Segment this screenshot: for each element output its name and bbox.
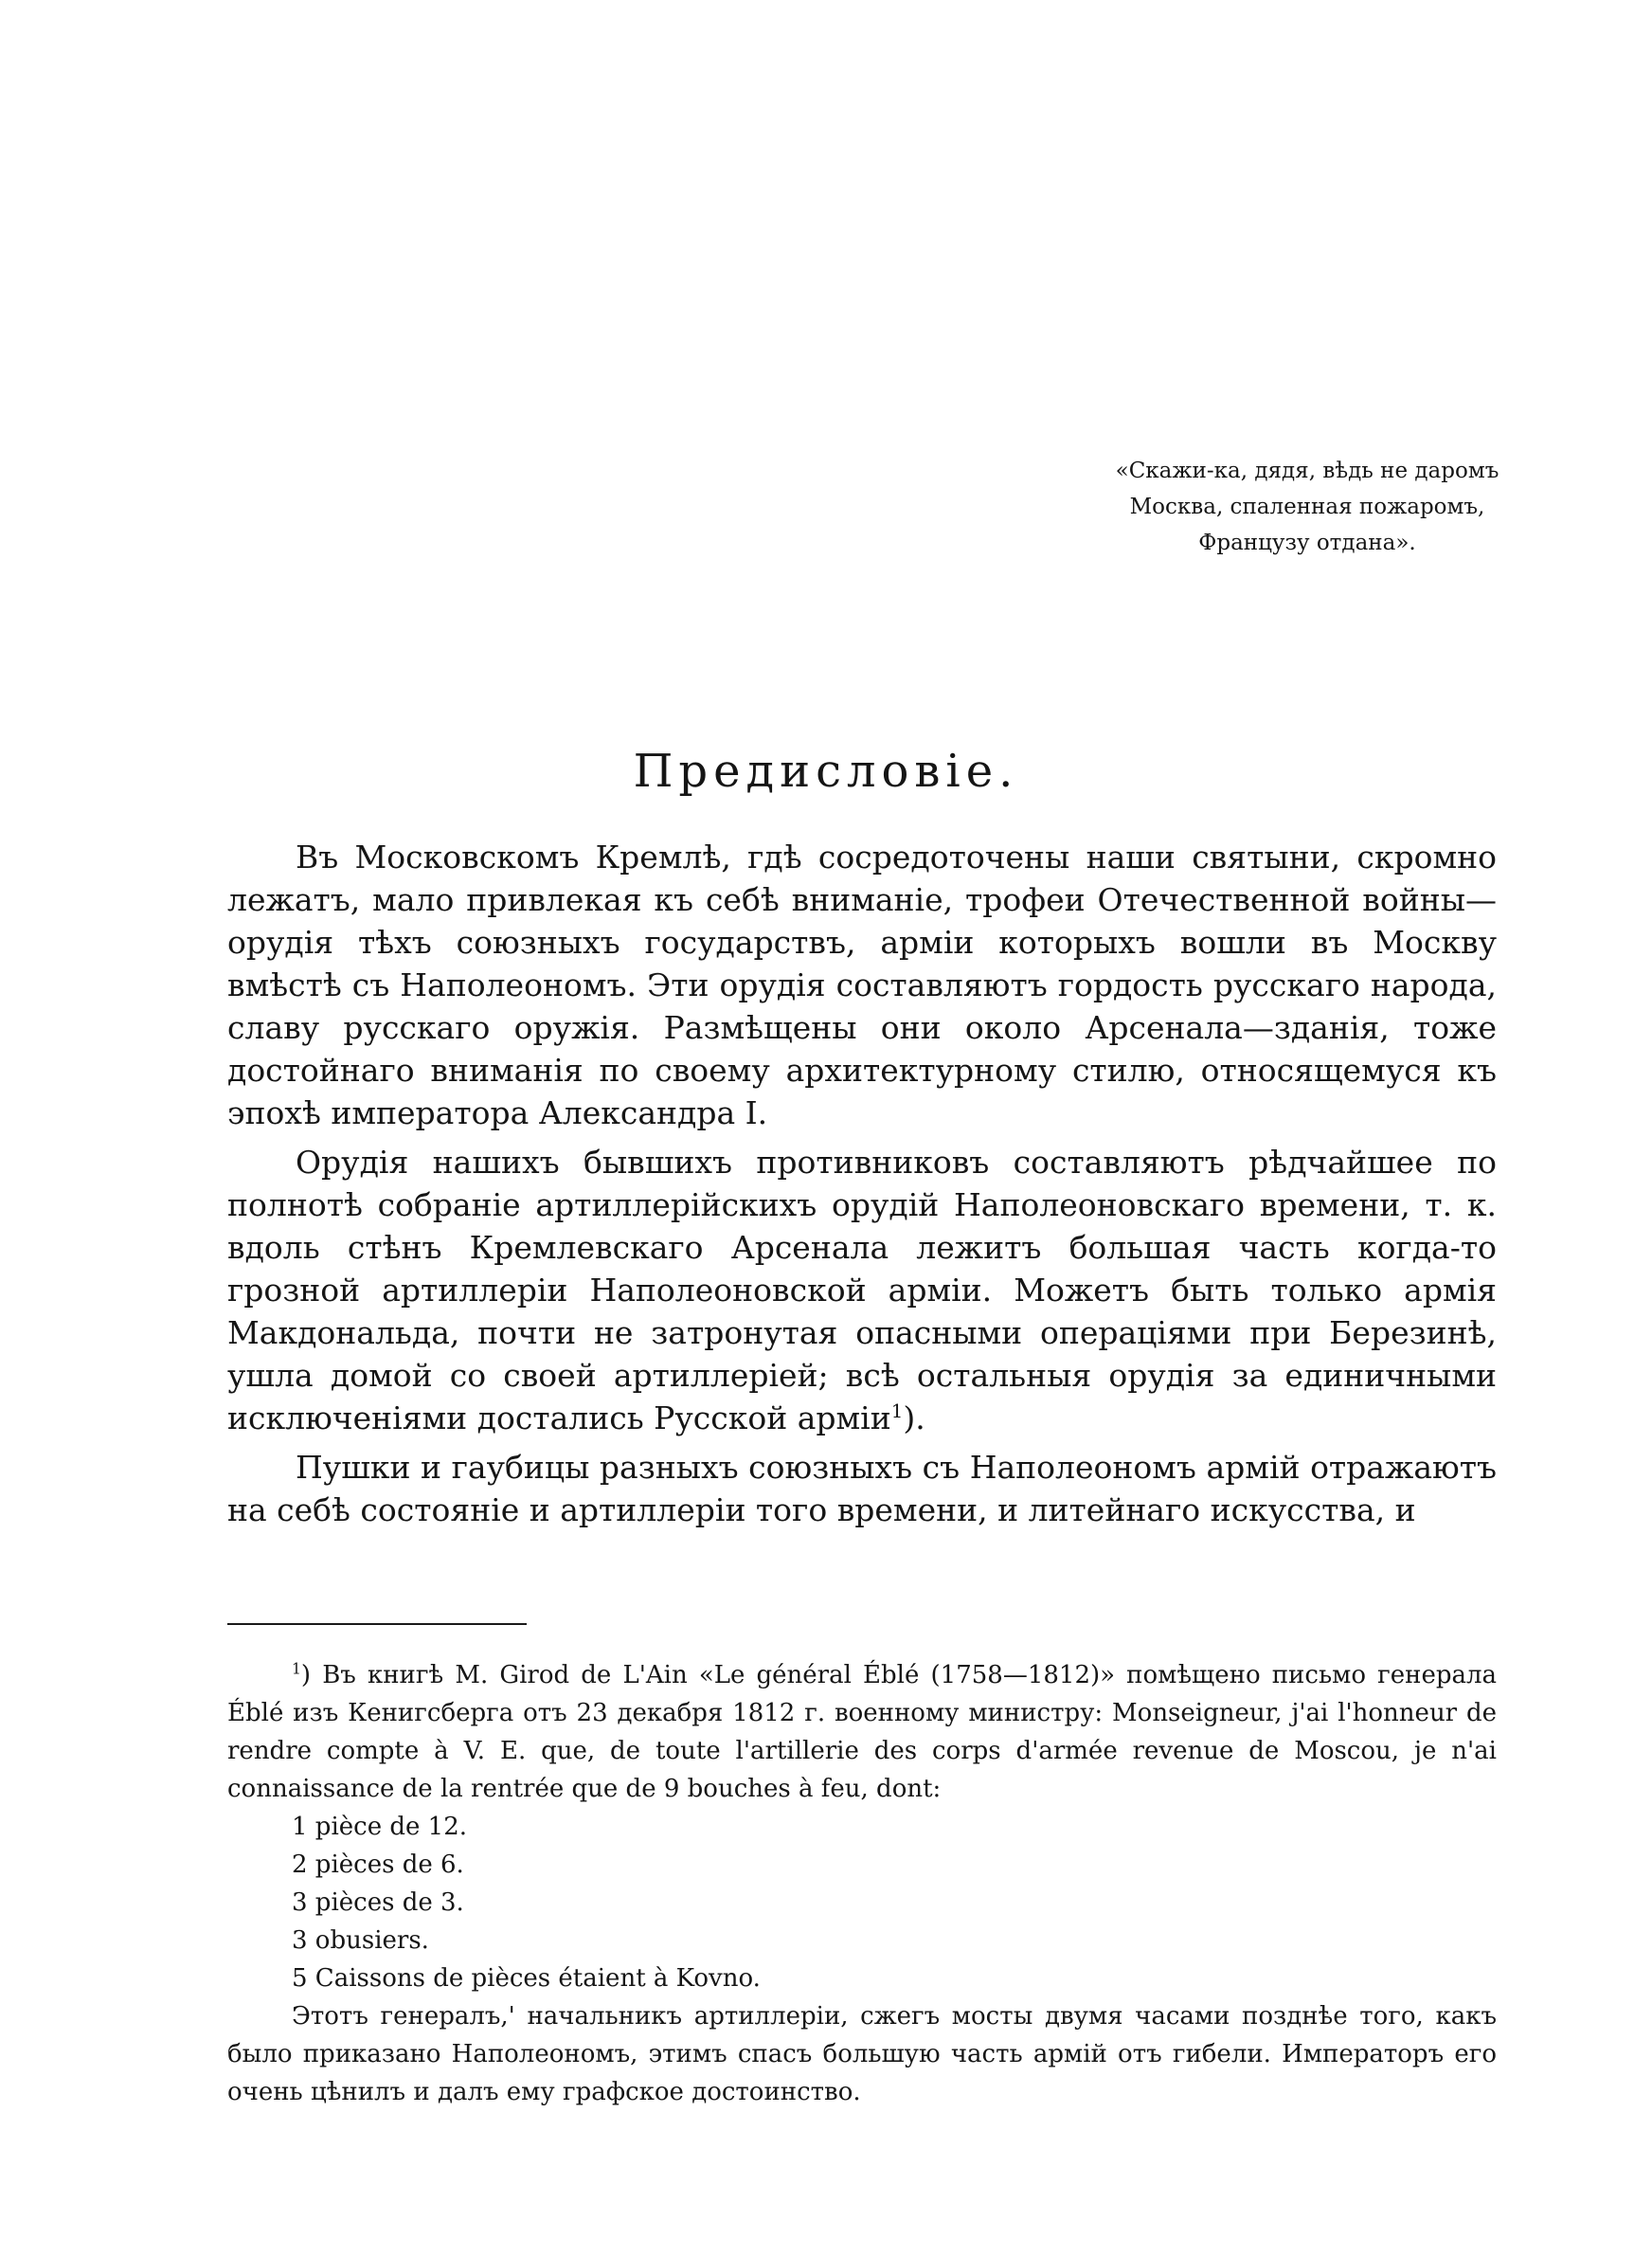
paragraph (227, 1141, 1497, 1439)
footnote-list (227, 1808, 1497, 1997)
paragraph: Пушки и гаубицы разныхъ союзныхъ съ Наполеономъ армій отражаютъ на себѣ состояніе и артиллеріи того времени, и литейнаго искусства, и (227, 1449, 1497, 1528)
paragraph-text: Орудія нашихъ бывшихъ противниковъ составляютъ рѣдчайшее по полнотѣ собраніе артиллерійскихъ орудій Наполеоновскаго времени, т. к. вдоль стѣнъ Кремлевскаго Арсенала лежитъ большая часть когда-то грозной артиллеріи Наполеоновской арміи. Можетъ быть только армія Макдональда, почти не затронутая опасными операціями при Березинѣ, ушла домой со своей артиллеріей; всѣ остальныя орудія за единичными исключеніями достались Русской арміи (227, 1144, 1497, 1436)
paragraph-end: ). (903, 1399, 925, 1436)
list-item: 3 obusiers. (292, 1926, 429, 1955)
list-item: 5 Caissons de pièces étaient à Kovno. (292, 1964, 761, 1993)
paragraph: Въ Московскомъ Кремлѣ, гдѣ сосредоточены наши святыни, скромно лежатъ, мало привлекая къ себѣ вниманіе, трофеи Отечественной войны— орудія тѣхъ союзныхъ государствъ, арміи которыхъ вошли въ Москву вмѣстѣ съ Наполеономъ. Эти орудія составляютъ гордость русскаго народа, славу русскаго оружія. Размѣщены они около Арсенала—зданія, тоже достойнаго вниманія по своему архитектурному стилю, относящемуся къ эпохѣ императора Александра I. (227, 839, 1497, 1131)
footnote-closing: Этотъ генералъ,' начальникъ артиллеріи, сжегъ мосты двумя часами позднѣе того, какъ было приказано Наполеономъ, этимъ спасъ большую часть армій отъ гибели. Императоръ его очень цѣнилъ и далъ ему графское достоинство. (227, 2002, 1497, 2106)
footnote-divider (227, 1623, 527, 1625)
footnote-marker: 1 (292, 1660, 301, 1678)
epigraph-line: Москва, спаленная пожаромъ, (1129, 495, 1485, 519)
epigraph (1061, 453, 1553, 561)
epigraph-line: Французу отдана». (1198, 531, 1416, 555)
list-item: 2 pièces de 6. (292, 1851, 464, 1879)
preface-text (227, 836, 1497, 1538)
list-item: 3 pièces de 3. (292, 1888, 464, 1917)
list-item: 1 pièce de 12. (292, 1813, 468, 1841)
footnotes (227, 1656, 1497, 2111)
epigraph-line: «Скажи-ка, дядя, вѣдь не даромъ (1115, 459, 1499, 483)
footnote-reference: 1 (890, 1400, 904, 1422)
page-title: Предисловіе. (633, 745, 1019, 798)
footnote-intro (227, 1656, 1497, 1808)
footnote-text: ) Въ книгѣ M. Girod de L'Ain «Le général Éblé (1758—1812)» помѣщено письмо генерала Éblé изъ Кенигсберга отъ 23 декабря 1812 г. военному министру: Monseigneur, j'ai l'honneur de rendre compte à V. E. que, de toute l'artillerie des corps d'armée revenue de Moscou, je n'ai connaissance de la rentrée que de 9 bouches à feu, dont: (227, 1661, 1497, 1803)
